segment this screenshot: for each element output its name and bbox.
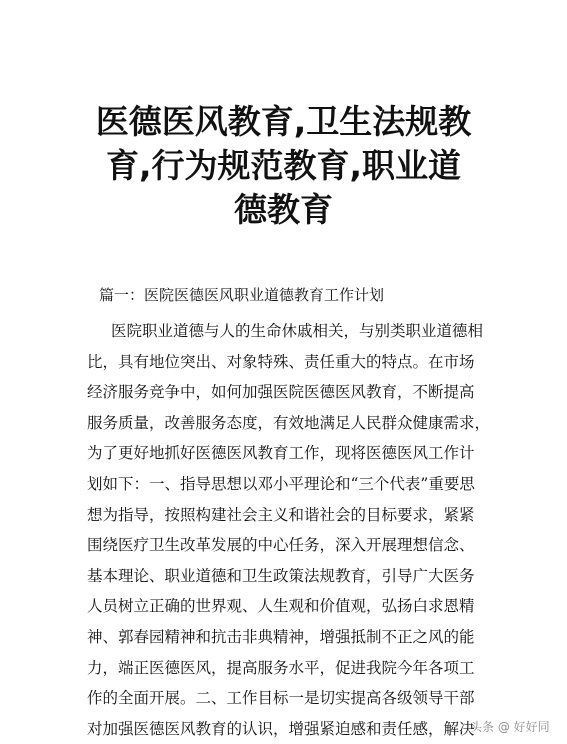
body-line: 围绕医疗卫生改革发展的中心任务，深入开展理想信念、 (87, 536, 475, 555)
body-line: 基本理论、职业道德和卫生政策法规教育，引导广大医务 (87, 566, 475, 585)
body-line: 服务质量，改善服务态度，有效地满足人民群众健康需求， (87, 413, 491, 432)
body-line: 力，端正医德医风，提高服务水平，促进我院今年各项工 (87, 658, 475, 677)
body-line: 人员树立正确的世界观、人生观和价值观，弘扬白求恩精 (87, 597, 475, 616)
section-heading: 篇一：医院医德医风职业道德教育工作计划 (99, 286, 385, 304)
body-paragraph (87, 316, 497, 744)
body-line: 划如下：一、指导思想以邓小平理论和“三个代表”重要思 (87, 474, 475, 493)
body-line: 作的全面开展。二、工作目标一是切实提高各级领导干部 (87, 689, 475, 708)
body-line: 为了更好地抓好医德医风教育工作，现将医德医风工作计 (87, 444, 475, 463)
body-line: 比，具有地位突出、对象特殊、责任重大的特点。在市场 (87, 352, 475, 371)
body-line: 医院职业道德与人的生命休戚相关，与别类职业道德相 (111, 322, 484, 340)
body-line: 对加强医德医风教育的认识，增强紧迫感和责任感，解决 (87, 719, 475, 738)
title-line: 德教育 (234, 190, 333, 229)
document-title (60, 100, 507, 232)
title-line: 医德医风教育,卫生法规教 (95, 102, 472, 141)
body-line: 神、郭春园精神和抗击非典精神，增强抵制不正之风的能 (87, 627, 475, 646)
title-line: 育,行为规范教育,职业道 (105, 146, 462, 185)
body-line: 想为指导，按照构建社会主义和谐社会的目标要求，紧紧 (87, 505, 475, 524)
watermark-text: 头条 @ 好好同 (470, 720, 550, 734)
body-line: 经济服务竞争中，如何加强医院医德医风教育，不断提高 (87, 383, 475, 402)
